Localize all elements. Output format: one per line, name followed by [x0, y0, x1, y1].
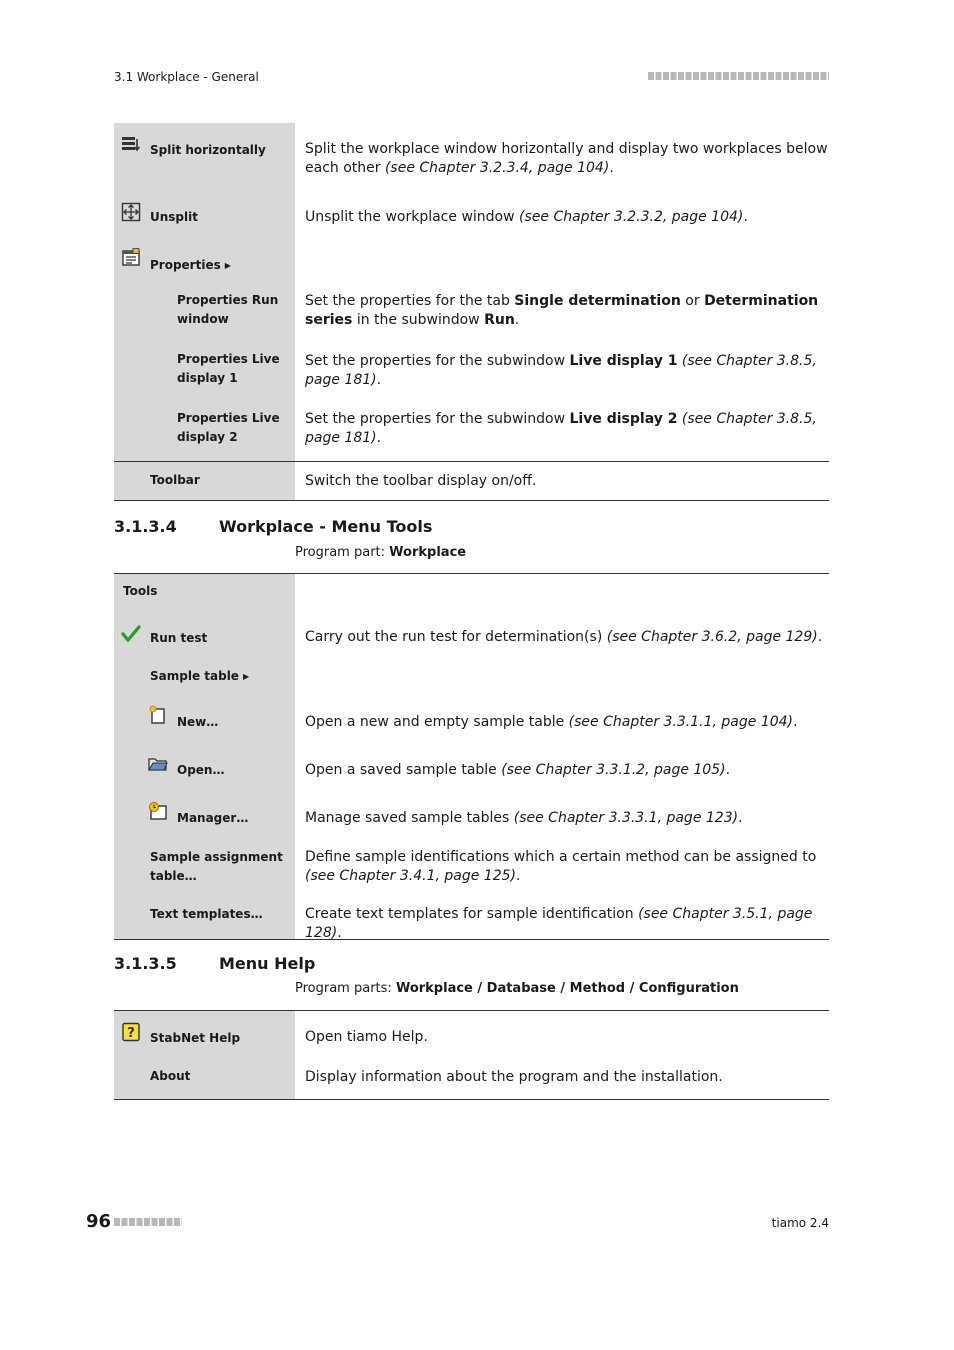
help-icon	[121, 1022, 141, 1042]
section-title: Menu Help	[219, 954, 316, 973]
sample-assignment-table-desc: Define sample identifications which a certain method can be assigned to (see Chapter 3.4.1, page 125).	[305, 849, 817, 884]
properties-live-display-1-label: Properties Live display 1	[177, 352, 280, 385]
running-header-section: 3.1 Workplace - General	[114, 70, 259, 84]
page-number: 96	[86, 1211, 112, 1232]
program-parts-help: Program parts: Workplace / Database / Method / Configuration	[295, 981, 739, 996]
unsplit-label: Unsplit	[150, 210, 198, 224]
toolbar-label: Toolbar	[150, 473, 200, 487]
section-number: 3.1.3.4	[114, 517, 177, 536]
tools-menu-table	[114, 573, 829, 940]
properties-live-display-2-desc: Set the properties for the subwindow Live display 2 (see Chapter 3.8.5, page 181).	[305, 411, 817, 446]
open-folder-icon	[148, 753, 168, 773]
section-title: Workplace - Menu Tools	[219, 517, 433, 536]
unsplit-desc: Unsplit the workplace window (see Chapter 3.2.3.2, page 104).	[305, 209, 748, 225]
properties-live-display-1-desc: Set the properties for the subwindow Live display 1 (see Chapter 3.8.5, page 181).	[305, 353, 817, 388]
help-menu-table	[114, 1010, 829, 1100]
section-heading-help	[114, 954, 315, 973]
toolbar-desc: Switch the toolbar display on/off.	[305, 473, 537, 489]
properties-run-window-desc: Set the properties for the tab Single determination or Determination series in the subwindow Run.	[305, 293, 819, 328]
svg-text:?: ?	[127, 1026, 135, 1041]
split-horizontally-label: Split horizontally	[150, 143, 266, 157]
new-document-icon	[148, 705, 168, 725]
section-number: 3.1.3.5	[114, 954, 177, 973]
program-part-tools: Program part: Workplace	[295, 545, 467, 560]
manager-label: Manager…	[177, 811, 249, 825]
checkmark-icon	[121, 624, 141, 644]
tools-label: Tools	[123, 584, 158, 598]
new-label: New…	[177, 715, 219, 729]
open-desc: Open a saved sample table (see Chapter 3.3.1.2, page 105).	[305, 762, 731, 778]
table-bottom-rule	[114, 500, 829, 501]
table-bottom-rule	[114, 939, 829, 940]
text-templates-desc: Create text templates for sample identification (see Chapter 3.5.1, page 128).	[305, 906, 813, 941]
run-test-desc: Carry out the run test for determination(s) (see Chapter 3.6.2, page 129).	[305, 629, 823, 645]
submenu-arrow-icon: ▶	[242, 672, 250, 681]
manager-icon	[148, 801, 168, 821]
run-test-label: Run test	[150, 631, 208, 645]
product-name: tiamo 2.4	[771, 1216, 829, 1230]
properties-run-window-label: Properties Run window	[177, 293, 279, 326]
view-menu-table	[114, 122, 829, 501]
text-templates-label: Text templates…	[150, 907, 263, 921]
submenu-arrow-icon: ▶	[224, 261, 231, 270]
properties-live-display-2-label: Properties Live display 2	[177, 411, 280, 444]
running-header-dots	[648, 72, 829, 80]
unsplit-icon	[121, 202, 141, 222]
manager-desc: Manage saved sample tables (see Chapter 3.3.3.1, page 123).	[305, 810, 743, 826]
section-heading-tools	[114, 517, 432, 536]
about-label: About	[150, 1069, 191, 1083]
split-horizontally-icon	[121, 135, 141, 155]
table-bottom-rule	[114, 1099, 829, 1100]
about-desc: Display information about the program and the installation.	[305, 1069, 723, 1085]
sample-table-label: Sample table ▶	[150, 669, 250, 683]
properties-label: Properties ▶	[150, 258, 231, 272]
stabnet-help-desc: Open tiamo Help.	[305, 1029, 428, 1045]
properties-icon	[121, 248, 141, 268]
footer-dots	[114, 1218, 182, 1226]
open-label: Open…	[177, 763, 225, 777]
sample-assignment-table-label: Sample assignment table…	[150, 850, 283, 883]
split-horizontally-desc: Split the workplace window horizontally and display two workplaces below each other (see Chapter 3.2.3.4, page 104).	[305, 141, 828, 176]
stabnet-help-label: StabNet Help	[150, 1031, 241, 1045]
new-desc: Open a new and empty sample table (see Chapter 3.3.1.1, page 104).	[305, 714, 798, 730]
